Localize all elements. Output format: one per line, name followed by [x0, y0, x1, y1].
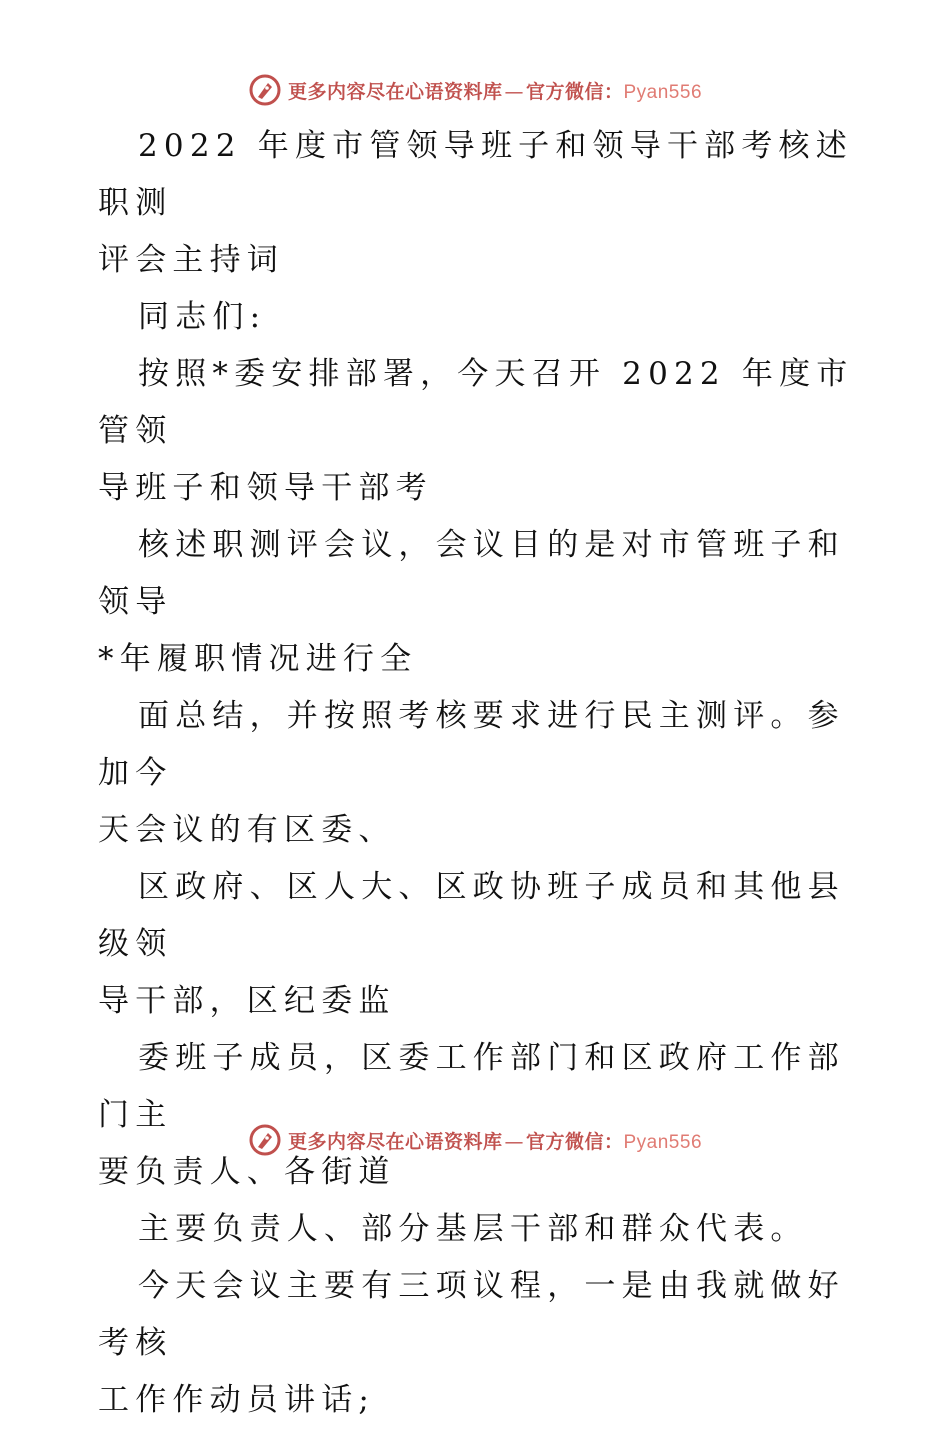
- watermark-id: Pyan556: [623, 1131, 703, 1153]
- watermark-library: 更多内容尽在心语资料库: [287, 80, 503, 103]
- watermark-library: 更多内容尽在心语资料库: [287, 1130, 503, 1153]
- document-body: [98, 118, 858, 1429]
- paragraph-line: 导班子和领导干部考: [98, 470, 433, 506]
- paragraph-line: 按照*委安排部署，今天召开 2022 年度市管领: [98, 356, 854, 449]
- pen-nib-icon: [248, 73, 282, 107]
- paragraph-line: 要负责人、各街道: [98, 1154, 396, 1190]
- watermark-label: 官方微信：: [525, 80, 624, 103]
- document-title: [98, 118, 858, 289]
- paragraph: [98, 688, 858, 859]
- watermark-id: Pyan556: [623, 81, 703, 103]
- paragraph-line: 核述职测评会议，会议目的是对市管班子和领导: [98, 527, 845, 620]
- watermark-dash: —: [504, 1130, 524, 1153]
- title-line: 2022 年度市管领导班子和领导干部考核述职测: [98, 128, 853, 221]
- paragraph-line: 主要负责人、部分基层干部和群众代表。: [138, 1211, 808, 1247]
- paragraph-line: 面总结，并按照考核要求进行民主测评。参加今: [98, 698, 845, 791]
- paragraph-line: 工作作动员讲话;: [98, 1382, 376, 1418]
- paragraph-line: *年履职情况进行全: [98, 641, 418, 677]
- greeting: [98, 289, 858, 346]
- greeting-text: 同志们:: [138, 299, 267, 335]
- paragraph: [98, 346, 858, 517]
- paragraph: [98, 1030, 858, 1201]
- paragraph-line: 委班子成员，区委工作部门和区政府工作部门主: [98, 1040, 845, 1133]
- header-watermark: [0, 70, 950, 110]
- paragraph: [98, 517, 858, 688]
- pen-nib-icon: [248, 1123, 282, 1157]
- footer-watermark: [0, 1120, 950, 1160]
- paragraph-line: 区政府、区人大、区政协班子成员和其他县级领: [98, 869, 845, 962]
- paragraph-line: 天会议的有区委、: [98, 812, 396, 848]
- paragraph: [98, 1258, 858, 1429]
- title-line: 评会主持词: [98, 242, 284, 278]
- watermark-label: 官方微信：: [525, 1130, 624, 1153]
- watermark-dash: —: [504, 80, 524, 103]
- paragraph: [98, 859, 858, 1030]
- paragraph-line: 导干部，区纪委监: [98, 983, 396, 1019]
- paragraph-line: 今天会议主要有三项议程，一是由我就做好考核: [98, 1268, 845, 1361]
